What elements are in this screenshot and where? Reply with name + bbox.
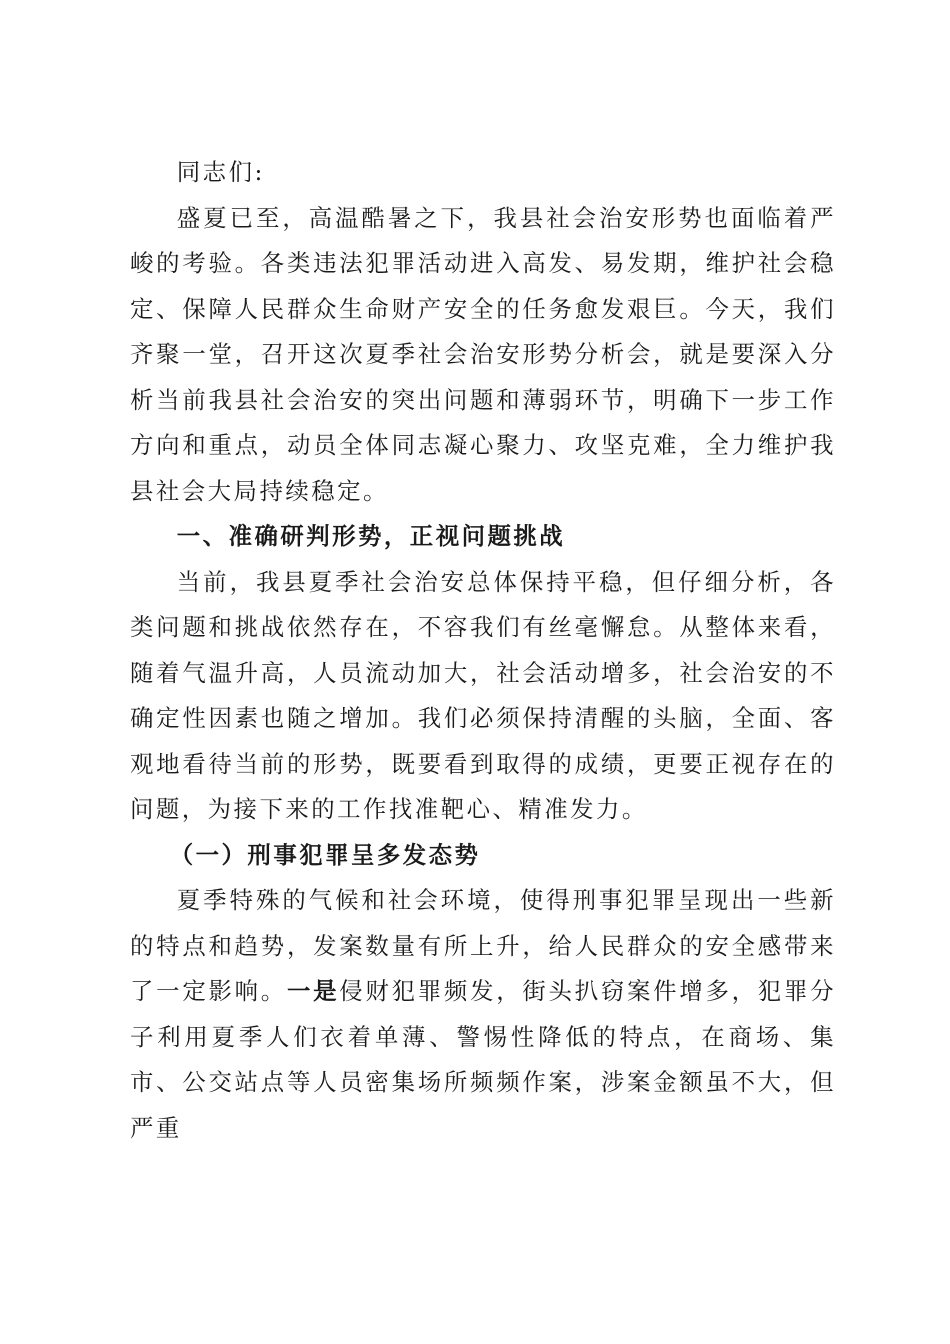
document-body [130, 150, 836, 1151]
subsection-paragraph-1 [130, 878, 836, 1151]
subsection-text-after: 侵财犯罪频发，街头扒窃案件增多，犯罪分子利用夏季人们衣着单薄、警惕性降低的特点，在商场、集市、公交站点等人员密集场所频频作案，涉案金额虽不大，但严重 [130, 977, 837, 1142]
emphasis-text: 一是 [286, 977, 340, 1005]
section-heading-1: 一、准确研判形势，正视问题挑战 [176, 522, 566, 550]
salutation: 同志们: [176, 158, 265, 186]
intro-paragraph: 盛夏已至，高温酷暑之下，我县社会治安形势也面临着严峻的考验。各类违法犯罪活动进入高发、易发期，维护社会稳定、保障人民群众生命财产安全的任务愈发艰巨。今天，我们齐聚一堂，召开这次夏季社会治安形势分析会，就是要深入分析当前我县社会治安的突出问题和薄弱环节，明确下一步工作方向和重点，动员全体同志凝心聚力、攻坚克难，全力维护我县社会大局持续稳定。 [130, 203, 836, 505]
section-paragraph-1: 当前，我县夏季社会治安总体保持平稳，但仔细分析，各类问题和挑战依然存在，不容我们有丝毫懈怠。从整体来看，随着气温升高，人员流动加大，社会活动增多，社会治安的不确定性因素也随之增加。我们必须保持清醒的头脑，全面、客观地看待当前的形势，既要看到取得的成绩，更要正视存在的问题，为接下来的工作找准靶心、精准发力。 [130, 567, 836, 823]
subsection-text-before: 夏季特殊的气候和社会环境，使得刑事犯罪呈现出一些新的特点和趋势，发案数量有所上升，给人民群众的安全感带来了一定影响。 [130, 886, 836, 1005]
subsection-heading-1: （一）刑事犯罪呈多发态势 [169, 840, 481, 869]
